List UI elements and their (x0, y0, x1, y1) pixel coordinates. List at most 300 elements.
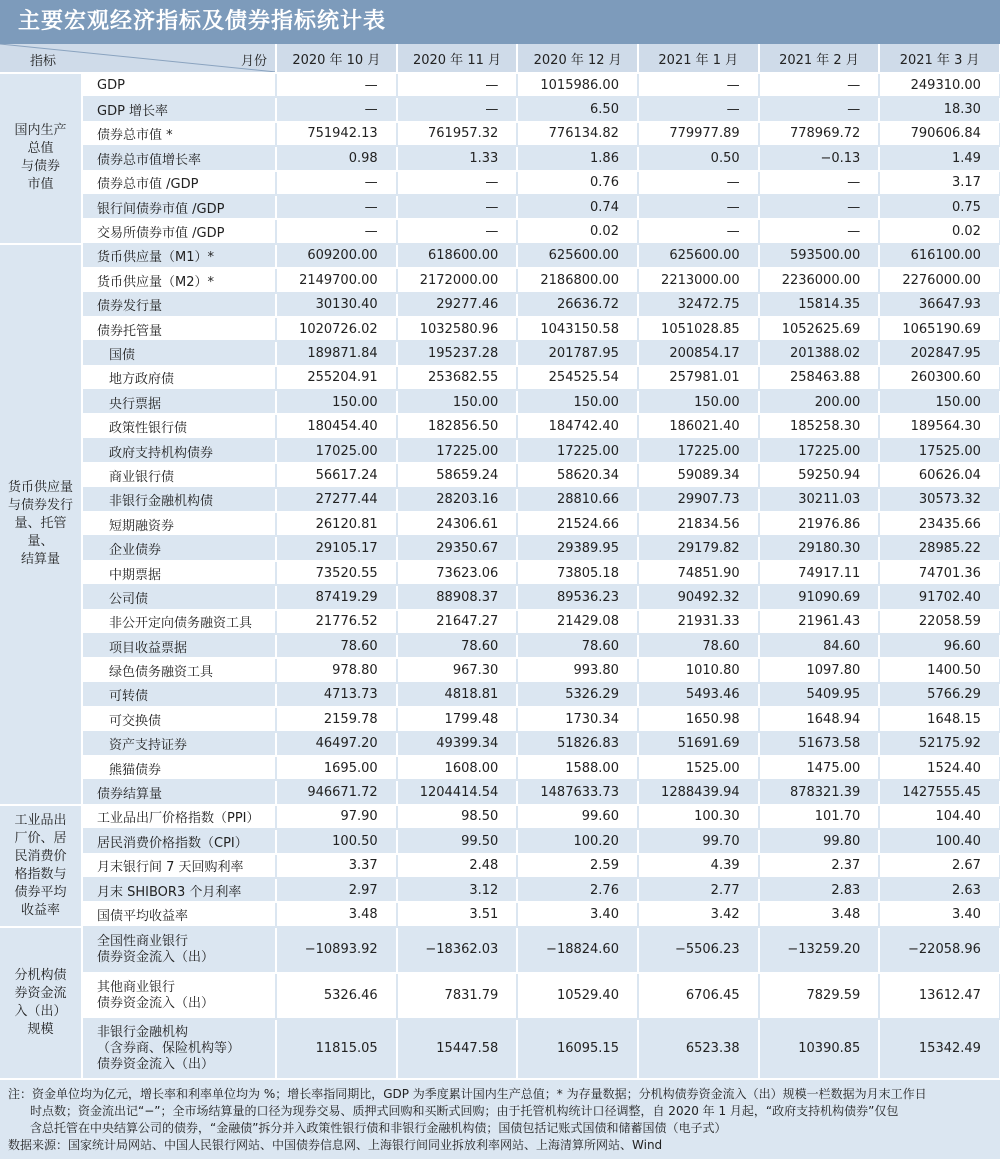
value-cell: 73805.18 (517, 561, 638, 585)
value-cell: — (638, 97, 759, 121)
value-cell: −18824.60 (517, 927, 638, 973)
value-cell: 28203.16 (397, 488, 518, 512)
value-cell: 21976.86 (759, 512, 880, 536)
value-cell: 1730.34 (517, 707, 638, 731)
row-label: 债券总市值 /GDP (82, 171, 276, 195)
value-cell: — (397, 97, 518, 121)
value-cell: 58620.34 (517, 463, 638, 487)
table-row (0, 805, 1000, 829)
value-cell: — (638, 219, 759, 243)
group-label (0, 244, 82, 805)
value-cell: — (759, 195, 880, 219)
value-cell: 978.80 (276, 658, 397, 682)
value-cell: 97.90 (276, 805, 397, 829)
note-line: 时点数；资金流出记“−”；全市场结算量的口径为现券交易、质押式回购和买断式回购；由于托管机构统计口径调整，自 2020 年 1 月起，“政府支持机构债券”仅包 (30, 1103, 899, 1118)
table-row (0, 634, 1000, 658)
row-label: GDP 增长率 (82, 97, 276, 121)
value-cell: 2276000.00 (879, 268, 1000, 292)
table-row (0, 488, 1000, 512)
value-cell: 46497.20 (276, 732, 397, 756)
value-cell: 0.76 (517, 171, 638, 195)
value-cell: 2213000.00 (638, 268, 759, 292)
value-cell: 21931.33 (638, 610, 759, 634)
row-label: 央行票据 (82, 390, 276, 414)
value-cell: 0.02 (879, 219, 1000, 243)
value-cell: 10390.85 (759, 1019, 880, 1079)
value-cell: 1400.50 (879, 658, 1000, 682)
value-cell: 26636.72 (517, 293, 638, 317)
value-cell: — (276, 97, 397, 121)
row-label: 国债 (82, 341, 276, 365)
value-cell: 180454.40 (276, 414, 397, 438)
value-cell: 2.48 (397, 854, 518, 878)
row-label: GDP (82, 73, 276, 97)
value-cell: 27277.44 (276, 488, 397, 512)
value-cell: 17525.00 (879, 439, 1000, 463)
value-cell: 1588.00 (517, 756, 638, 780)
value-cell: 182856.50 (397, 414, 518, 438)
value-cell: 29277.46 (397, 293, 518, 317)
value-cell: 51826.83 (517, 732, 638, 756)
value-cell: 15342.49 (879, 1019, 1000, 1079)
value-cell: 2186800.00 (517, 268, 638, 292)
row-label: 中期票据 (82, 561, 276, 585)
table-row (0, 683, 1000, 707)
row-label: 绿色债务融资工具 (82, 658, 276, 682)
value-cell: 1204414.54 (397, 780, 518, 804)
value-cell: 2.63 (879, 878, 1000, 902)
value-cell: 4713.73 (276, 683, 397, 707)
group-label-text: 工业品出 厂价、居 民消费价 格指数与 债券平均 收益率 (14, 812, 67, 918)
value-cell: 17225.00 (397, 439, 518, 463)
value-cell: 3.40 (517, 902, 638, 926)
value-cell: 74701.36 (879, 561, 1000, 585)
value-cell: 1524.40 (879, 756, 1000, 780)
value-cell: 1052625.69 (759, 317, 880, 341)
table-row (0, 268, 1000, 292)
value-cell: 36647.93 (879, 293, 1000, 317)
value-cell: 5766.29 (879, 683, 1000, 707)
value-cell: 2159.78 (276, 707, 397, 731)
value-cell: 150.00 (879, 390, 1000, 414)
value-cell: 30573.32 (879, 488, 1000, 512)
value-cell: 29179.82 (638, 536, 759, 560)
value-cell: 609200.00 (276, 244, 397, 268)
value-cell: 1051028.85 (638, 317, 759, 341)
value-cell: 6706.45 (638, 973, 759, 1019)
value-cell: 3.42 (638, 902, 759, 926)
value-cell: 195237.28 (397, 341, 518, 365)
value-cell: −0.13 (759, 146, 880, 170)
value-cell: 15447.58 (397, 1019, 518, 1079)
table-row (0, 366, 1000, 390)
value-cell: — (759, 219, 880, 243)
row-label: 货币供应量（M1）* (82, 244, 276, 268)
row-label: 债券发行量 (82, 293, 276, 317)
value-cell: 30130.40 (276, 293, 397, 317)
value-cell: 56617.24 (276, 463, 397, 487)
data-source: 数据来源：国家统计局网站、中国人民银行网站、中国债券信息网、上海银行间同业拆放利率网站、上海清算所网站、Wind (8, 1137, 663, 1152)
value-cell: 99.70 (638, 829, 759, 853)
row-label: 居民消费价格指数（CPI） (82, 829, 276, 853)
value-cell: 618600.00 (397, 244, 518, 268)
value-cell: 790606.84 (879, 122, 1000, 146)
row-label: 债券总市值增长率 (82, 146, 276, 170)
value-cell: 2.67 (879, 854, 1000, 878)
value-cell: 17225.00 (517, 439, 638, 463)
value-cell: 1799.48 (397, 707, 518, 731)
value-cell: — (638, 73, 759, 97)
value-cell: 99.80 (759, 829, 880, 853)
value-cell: — (276, 195, 397, 219)
value-cell: 253682.55 (397, 366, 518, 390)
table-row (0, 973, 1000, 1019)
value-cell: 257981.01 (638, 366, 759, 390)
group-label-text: 分机构债 券资金流 入（出） 规模 (14, 967, 67, 1037)
table-row (0, 293, 1000, 317)
value-cell: 87419.29 (276, 585, 397, 609)
value-cell: — (276, 73, 397, 97)
value-cell: 993.80 (517, 658, 638, 682)
table-body (0, 73, 1000, 1079)
value-cell: 29105.17 (276, 536, 397, 560)
value-cell: 593500.00 (759, 244, 880, 268)
row-label: 债券总市值 * (82, 122, 276, 146)
value-cell: 73623.06 (397, 561, 518, 585)
value-cell: 1.49 (879, 146, 1000, 170)
value-cell: 7829.59 (759, 973, 880, 1019)
month-header: 2021 年 2 月 (759, 44, 880, 73)
table-row (0, 756, 1000, 780)
table-row (0, 878, 1000, 902)
table-row (0, 219, 1000, 243)
value-cell: 2.59 (517, 854, 638, 878)
value-cell: 1032580.96 (397, 317, 518, 341)
value-cell: 78.60 (517, 634, 638, 658)
value-cell: 751942.13 (276, 122, 397, 146)
value-cell: 1097.80 (759, 658, 880, 682)
value-cell: 13612.47 (879, 973, 1000, 1019)
value-cell: 201787.95 (517, 341, 638, 365)
value-cell: 625600.00 (517, 244, 638, 268)
row-label: 地方政府债 (82, 366, 276, 390)
table-row (0, 829, 1000, 853)
value-cell: 90492.32 (638, 585, 759, 609)
value-cell: 100.50 (276, 829, 397, 853)
value-cell: 10529.40 (517, 973, 638, 1019)
note-line: 注：资金单位均为亿元，增长率和利率单位均为 %；增长率指同期比，GDP 为季度累计国内生产总值；* 为存量数据；分机构债券资金流入（出）规模一栏数据为月末工作日 (8, 1086, 927, 1101)
row-label: 债券结算量 (82, 780, 276, 804)
value-cell: −13259.20 (759, 927, 880, 973)
value-cell: 17225.00 (638, 439, 759, 463)
row-label: 企业债券 (82, 536, 276, 560)
value-cell: 0.50 (638, 146, 759, 170)
value-cell: 761957.32 (397, 122, 518, 146)
value-cell: — (397, 219, 518, 243)
value-cell: 5326.46 (276, 973, 397, 1019)
value-cell: 22058.59 (879, 610, 1000, 634)
value-cell: 150.00 (276, 390, 397, 414)
value-cell: 52175.92 (879, 732, 1000, 756)
value-cell: 98.50 (397, 805, 518, 829)
value-cell: 2.76 (517, 878, 638, 902)
value-cell: 200.00 (759, 390, 880, 414)
value-cell: 1475.00 (759, 756, 880, 780)
value-cell: 59250.94 (759, 463, 880, 487)
value-cell: 3.12 (397, 878, 518, 902)
value-cell: 21961.43 (759, 610, 880, 634)
value-cell: 74917.11 (759, 561, 880, 585)
row-label: 交易所债券市值 /GDP (82, 219, 276, 243)
row-label: 月末银行间 7 天回购利率 (82, 854, 276, 878)
value-cell: 21776.52 (276, 610, 397, 634)
value-cell: 23435.66 (879, 512, 1000, 536)
table-row (0, 780, 1000, 804)
value-cell: 6.50 (517, 97, 638, 121)
row-label: 国债平均收益率 (82, 902, 276, 926)
value-cell: 3.48 (759, 902, 880, 926)
table-row (0, 610, 1000, 634)
value-cell: 21429.08 (517, 610, 638, 634)
value-cell: — (397, 171, 518, 195)
table-row (0, 244, 1000, 268)
row-label: 政府支持机构债券 (82, 439, 276, 463)
row-label: 可转债 (82, 683, 276, 707)
row-label: 债券托管量 (82, 317, 276, 341)
value-cell: 2.37 (759, 854, 880, 878)
table-row (0, 439, 1000, 463)
value-cell: 1020726.02 (276, 317, 397, 341)
value-cell: 29389.95 (517, 536, 638, 560)
value-cell: 6523.38 (638, 1019, 759, 1079)
value-cell: 0.02 (517, 219, 638, 243)
value-cell: 0.75 (879, 195, 1000, 219)
value-cell: — (397, 195, 518, 219)
value-cell: 104.40 (879, 805, 1000, 829)
value-cell: 28985.22 (879, 536, 1000, 560)
value-cell: 258463.88 (759, 366, 880, 390)
value-cell: 184742.40 (517, 414, 638, 438)
table-row (0, 536, 1000, 560)
value-cell: 29180.30 (759, 536, 880, 560)
row-label: 工业品出厂价格指数（PPI） (82, 805, 276, 829)
table-row (0, 854, 1000, 878)
value-cell: 186021.40 (638, 414, 759, 438)
value-cell: 7831.79 (397, 973, 518, 1019)
month-header: 2020 年 11 月 (397, 44, 518, 73)
value-cell: 11815.05 (276, 1019, 397, 1079)
value-cell: 17025.00 (276, 439, 397, 463)
value-cell: — (397, 73, 518, 97)
row-label: 货币供应量（M2）* (82, 268, 276, 292)
value-cell: 0.74 (517, 195, 638, 219)
value-cell: 189564.30 (879, 414, 1000, 438)
value-cell: 1650.98 (638, 707, 759, 731)
row-label: 政策性银行债 (82, 414, 276, 438)
stats-table (0, 44, 1000, 1080)
value-cell: 189871.84 (276, 341, 397, 365)
value-cell: 946671.72 (276, 780, 397, 804)
value-cell: 625600.00 (638, 244, 759, 268)
value-cell: 1015986.00 (517, 73, 638, 97)
value-cell: 1065190.69 (879, 317, 1000, 341)
value-cell: 1695.00 (276, 756, 397, 780)
table-row (0, 122, 1000, 146)
header-month: 月份 (240, 54, 267, 69)
value-cell: 78.60 (276, 634, 397, 658)
row-label: 全国性商业银行 债券资金流入（出） (82, 927, 276, 973)
value-cell: 73520.55 (276, 561, 397, 585)
value-cell: 3.17 (879, 171, 1000, 195)
value-cell: 5409.95 (759, 683, 880, 707)
value-cell: 89536.23 (517, 585, 638, 609)
value-cell: 201388.02 (759, 341, 880, 365)
value-cell: 99.60 (517, 805, 638, 829)
value-cell: 249310.00 (879, 73, 1000, 97)
value-cell: 1043150.58 (517, 317, 638, 341)
table-row (0, 658, 1000, 682)
value-cell: 15814.35 (759, 293, 880, 317)
value-cell: 99.50 (397, 829, 518, 853)
value-cell: 91702.40 (879, 585, 1000, 609)
value-cell: 776134.82 (517, 122, 638, 146)
value-cell: 200854.17 (638, 341, 759, 365)
value-cell: 21834.56 (638, 512, 759, 536)
value-cell: 29907.73 (638, 488, 759, 512)
value-cell: 4818.81 (397, 683, 518, 707)
value-cell: 74851.90 (638, 561, 759, 585)
value-cell: 1525.00 (638, 756, 759, 780)
value-cell: 91090.69 (759, 585, 880, 609)
value-cell: 1288439.94 (638, 780, 759, 804)
value-cell: −18362.03 (397, 927, 518, 973)
value-cell: 30211.03 (759, 488, 880, 512)
value-cell: 150.00 (397, 390, 518, 414)
value-cell: 779977.89 (638, 122, 759, 146)
value-cell: 2236000.00 (759, 268, 880, 292)
table-title: 主要宏观经济指标及债券指标统计表 (0, 0, 1000, 44)
month-header: 2021 年 1 月 (638, 44, 759, 73)
value-cell: 51673.58 (759, 732, 880, 756)
header-corner (0, 44, 276, 73)
value-cell: — (638, 171, 759, 195)
value-cell: 1.33 (397, 146, 518, 170)
group-label-text: 国内生产 总值 与债券 市值 (14, 123, 67, 193)
table-row (0, 390, 1000, 414)
table-row (0, 512, 1000, 536)
group-label-text: 货币供应量 与债券发行 量、托管量、 结算量 (7, 480, 73, 568)
value-cell: 1648.15 (879, 707, 1000, 731)
group-label (0, 805, 82, 927)
value-cell: — (276, 171, 397, 195)
row-label: 短期融资券 (82, 512, 276, 536)
value-cell: 100.20 (517, 829, 638, 853)
row-label: 月末 SHIBOR3 个月利率 (82, 878, 276, 902)
value-cell: 2.83 (759, 878, 880, 902)
value-cell: 88908.37 (397, 585, 518, 609)
note-line: 含总托管在中央结算公司的债券，“金融债”拆分并入政策性银行债和非银行金融机构债；国债包括记账式国债和储蓄国债（电子式） (30, 1120, 727, 1135)
value-cell: 1010.80 (638, 658, 759, 682)
value-cell: −10893.92 (276, 927, 397, 973)
group-label (0, 927, 82, 1079)
value-cell: −22058.96 (879, 927, 1000, 973)
value-cell: 51691.69 (638, 732, 759, 756)
value-cell: 78.60 (397, 634, 518, 658)
value-cell: 1648.94 (759, 707, 880, 731)
value-cell: 185258.30 (759, 414, 880, 438)
value-cell: 18.30 (879, 97, 1000, 121)
table-row (0, 585, 1000, 609)
value-cell: 255204.91 (276, 366, 397, 390)
table-row (0, 195, 1000, 219)
value-cell: 78.60 (638, 634, 759, 658)
value-cell: 32472.75 (638, 293, 759, 317)
value-cell: 778969.72 (759, 122, 880, 146)
value-cell: — (759, 73, 880, 97)
value-cell: 4.39 (638, 854, 759, 878)
group-label (0, 73, 82, 244)
table-row (0, 73, 1000, 97)
value-cell: 29350.67 (397, 536, 518, 560)
month-header: 2020 年 12 月 (517, 44, 638, 73)
value-cell: 26120.81 (276, 512, 397, 536)
table-row (0, 341, 1000, 365)
row-label: 其他商业银行 债券资金流入（出） (82, 973, 276, 1019)
table-row (0, 561, 1000, 585)
value-cell: 3.51 (397, 902, 518, 926)
table-row (0, 146, 1000, 170)
table-row (0, 463, 1000, 487)
value-cell: 1608.00 (397, 756, 518, 780)
value-cell: 101.70 (759, 805, 880, 829)
table-row (0, 171, 1000, 195)
row-label: 非公开定向债务融资工具 (82, 610, 276, 634)
table-row (0, 414, 1000, 438)
value-cell: 2149700.00 (276, 268, 397, 292)
value-cell: 2.77 (638, 878, 759, 902)
table-row (0, 97, 1000, 121)
value-cell: 2.97 (276, 878, 397, 902)
value-cell: — (759, 97, 880, 121)
value-cell: 21524.66 (517, 512, 638, 536)
notes (0, 1080, 1000, 1154)
value-cell: 21647.27 (397, 610, 518, 634)
row-label: 非银行金融机构 （含券商、保险机构等） 债券资金流入（出） (82, 1019, 276, 1079)
value-cell: 24306.61 (397, 512, 518, 536)
row-label: 项目收益票据 (82, 634, 276, 658)
value-cell: 100.30 (638, 805, 759, 829)
value-cell: — (638, 195, 759, 219)
value-cell: 60626.04 (879, 463, 1000, 487)
value-cell: 150.00 (638, 390, 759, 414)
table-row (0, 902, 1000, 926)
value-cell: 254525.54 (517, 366, 638, 390)
row-label: 可交换债 (82, 707, 276, 731)
table-row (0, 707, 1000, 731)
value-cell: 150.00 (517, 390, 638, 414)
value-cell: −5506.23 (638, 927, 759, 973)
value-cell: 1427555.45 (879, 780, 1000, 804)
row-label: 非银行金融机构债 (82, 488, 276, 512)
row-label: 公司债 (82, 585, 276, 609)
month-header: 2020 年 10 月 (276, 44, 397, 73)
header-row (0, 44, 1000, 73)
value-cell: 616100.00 (879, 244, 1000, 268)
value-cell: 59089.34 (638, 463, 759, 487)
row-label: 熊猫债券 (82, 756, 276, 780)
value-cell: 3.40 (879, 902, 1000, 926)
value-cell: 84.60 (759, 634, 880, 658)
